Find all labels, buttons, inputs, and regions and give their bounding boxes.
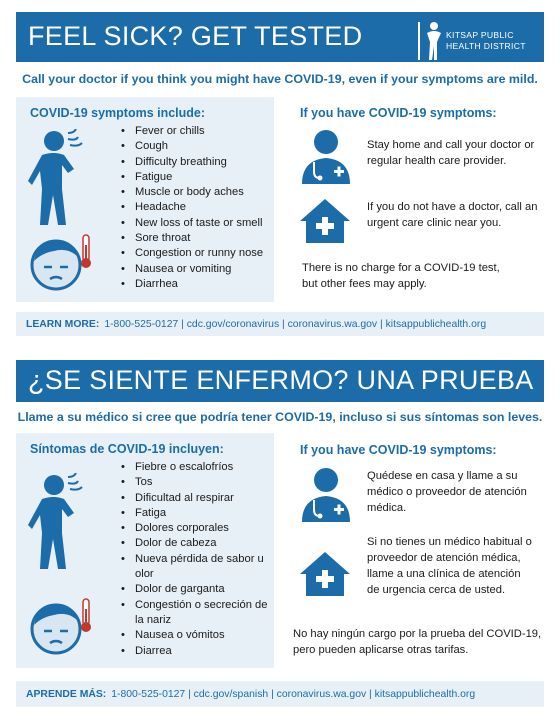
list-item: • Tos <box>120 475 270 490</box>
spanish-cost-text: No hay ningún cargo por la prueba del COVID-19, pero pueden aplicarse otras tarifas. <box>293 628 542 656</box>
list-item: • Nueva pérdida de sabor u olor <box>120 552 270 583</box>
list-item: • Fatiga <box>120 506 270 521</box>
english-footer-label: LEARN MORE: <box>26 318 100 330</box>
kitsap-logo-icon <box>424 20 444 62</box>
clinic-house-icon <box>298 550 352 598</box>
coughing-person-icon <box>28 473 90 573</box>
spanish-banner <box>16 360 544 402</box>
fever-face-icon <box>28 233 94 295</box>
spanish-symptoms-panel <box>16 433 274 668</box>
list-item: • Congestión o secreción de la nariz <box>120 598 270 629</box>
fever-face-icon <box>28 597 94 659</box>
kitsap-logo <box>418 20 534 64</box>
spanish-footer <box>16 681 544 707</box>
spanish-doctor-text: Quédese en casa y llame a su médico o proveedor de atención médica. <box>367 470 527 514</box>
english-doctor-text: Stay home and call your doctor or regular health care provider. <box>367 139 535 167</box>
english-subtitle: Call your doctor if you think you might have COVID-19, even if your symptoms are mild. <box>22 72 538 86</box>
logo-line2: HEALTH DISTRICT <box>446 41 526 51</box>
doctor-icon <box>298 128 354 186</box>
doctor-icon <box>298 466 354 524</box>
list-item: • Dolor de garganta <box>120 582 270 597</box>
spanish-title: ¿SE SIENTE ENFERMO? UNA PRUEBA <box>28 365 534 395</box>
spanish-footer-label: APRENDE MÁS: <box>26 688 107 700</box>
list-item: • Cough <box>120 139 263 154</box>
list-item: • New loss of taste or smell <box>120 216 263 231</box>
english-banner <box>16 12 544 62</box>
list-item: • Congestion or runny nose <box>120 246 263 261</box>
list-item: • Nausea o vómitos <box>120 628 270 643</box>
list-item: • Difficulty breathing <box>120 155 263 170</box>
english-cost-text: There is no charge for a COVID-19 test, but other fees may apply. <box>302 262 500 290</box>
list-item: • Nausea or vomiting <box>120 262 263 277</box>
english-footer-links[interactable]: 1-800-525-0127 | cdc.gov/coronavirus | coronavirus.wa.gov | kitsappublichealth.org <box>104 318 487 330</box>
list-item: • Headache <box>120 200 263 215</box>
spanish-symptom-list <box>120 460 270 659</box>
english-right-heading: If you have COVID-19 symptoms: <box>300 106 497 120</box>
logo-divider <box>418 22 420 60</box>
list-item: • Fatigue <box>120 170 263 185</box>
clinic-house-icon <box>298 197 352 245</box>
english-title: FEEL SICK? GET TESTED <box>28 21 363 51</box>
spanish-symptoms-heading: Síntomas de COVID-19 incluyen: <box>30 442 224 456</box>
list-item: • Sore throat <box>120 231 263 246</box>
english-footer <box>16 312 544 336</box>
english-symptoms-panel <box>16 97 274 302</box>
spanish-clinic-text: Si no tienes un médico habitual o proveedor de atención médica, llame a una clínica de atención de urgencia cerca de usted. <box>367 536 532 596</box>
list-item: • Muscle or body aches <box>120 185 263 200</box>
coughing-person-icon <box>28 129 90 229</box>
logo-text <box>446 30 526 52</box>
list-item: • Dificultad al respirar <box>120 491 270 506</box>
spanish-subtitle: Llame a su médico si cree que podría tener COVID-19, incluso si sus síntomas son leves. <box>17 410 543 424</box>
list-item: • Diarrea <box>120 644 270 659</box>
english-symptom-list <box>120 124 263 292</box>
list-item: • Fiebre o escalofríos <box>120 460 270 475</box>
spanish-right-heading: If you have COVID-19 symptoms: <box>300 443 497 457</box>
list-item: • Dolores corporales <box>120 521 270 536</box>
logo-line1: KITSAP PUBLIC <box>446 30 514 40</box>
list-item: • Diarrhea <box>120 277 263 292</box>
list-item: • Dolor de cabeza <box>120 536 270 551</box>
list-item: • Fever or chills <box>120 124 263 139</box>
english-symptoms-heading: COVID-19 symptoms include: <box>30 106 206 120</box>
english-clinic-text: If you do not have a doctor, call an urgent care clinic near you. <box>367 201 538 229</box>
spanish-footer-links[interactable]: 1-800-525-0127 | cdc.gov/spanish | coronavirus.wa.gov | kitsappublichealth.org <box>111 688 476 700</box>
